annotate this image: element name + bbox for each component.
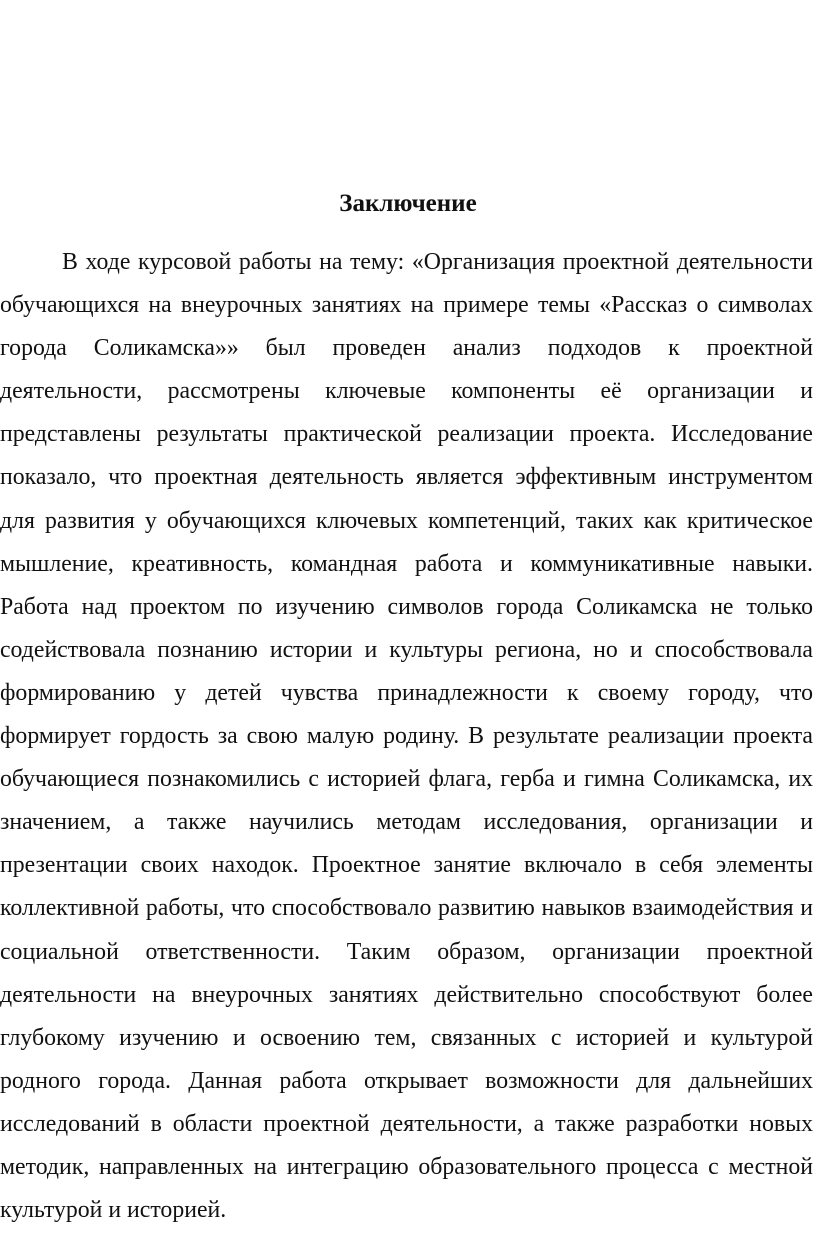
conclusion-paragraph: В ходе курсовой работы на тему: «Организация проектной деятельности обучающихся на внеурочных занятиях на примере темы «Рассказ о символах города Соликамска»» был проведен анализ подходов к проектной деятельности, рассмотрены ключевые компоненты её организации и представлены результаты практической реализации проекта. Исследование показало, что проектная деятельность является эффективным инструментом для развития у обучающихся ключевых компетенций, таких как критическое мышление, креативность, командная работа и коммуникативные навыки. Работа над проектом по изучению символов города Соликамска не только содействовала познанию истории и культуры региона, но и способствовала формированию у детей чувства принадлежности к своему городу, что формирует гордость за свою малую родину. В результате реализации проекта обучающиеся познакомились с историей флага, герба и гимна Соликамска, их значением, а также научились методам исследования, организации и презентации своих находок. Проектное занятие включало в себя элементы коллективной работы, что способствовало развитию навыков взаимодействия и социальной ответственности. Таким образом, организации проектной деятельности на внеурочных занятиях действительно способствуют более глубокому изучению и освоению тем, связанных с историей и культурой родного города. Данная работа открывает возможности для дальнейших исследований в области проектной деятельности, а также разработки новых методик, направленных на интеграцию образовательного процесса с местной культурой и историей. — [0, 249, 813, 1224]
page-title: Заключение — [339, 190, 477, 217]
